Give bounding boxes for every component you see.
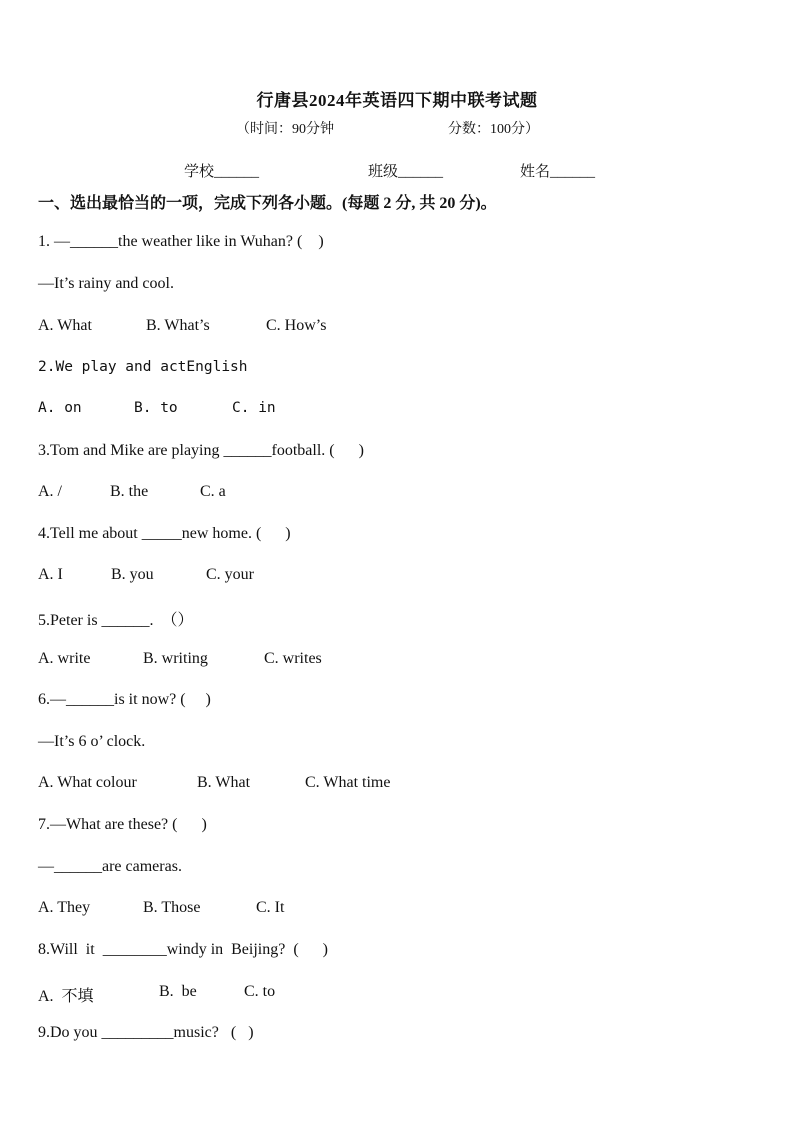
class-field: 班级______ [368, 164, 444, 180]
answer-option: B. What’s [146, 317, 210, 334]
question-text: 8.Will it ________windy in Beijing? ( ) [38, 941, 328, 958]
answer-option: C. How’s [266, 317, 327, 334]
answer-option: B. writing [143, 650, 208, 667]
answer-option: A. write [38, 650, 91, 667]
exam-title: 行唐县2024年英语四下期中联考试题 [256, 91, 538, 110]
answer-option: C. writes [264, 650, 322, 667]
school-field: 学校______ [184, 164, 260, 180]
answer-option: C. your [206, 566, 254, 583]
section-heading: 一、选出最恰当的一项，完成下列各小题。(每题 2 分, 共 20 分)。 [38, 195, 497, 212]
answer-option: C. a [200, 483, 226, 500]
answer-option: B. What [197, 774, 251, 791]
answer-option: A. I [38, 566, 63, 583]
name-field: 姓名______ [520, 164, 596, 180]
question-text: —It’s 6 o’ clock. [38, 733, 146, 750]
answer-option: B. be [159, 983, 197, 1000]
answer-option: C. It [256, 899, 285, 916]
answer-option: A. What [38, 317, 92, 334]
answer-option: A. What colour [38, 774, 137, 791]
answer-option: B. you [111, 566, 154, 583]
answer-option: C. to [244, 983, 276, 1000]
question-text: 9.Do you _________music? ( ) [38, 1024, 254, 1041]
question-text: 7.—What are these? ( ) [38, 816, 207, 833]
answer-option: C. in [232, 400, 276, 416]
question-text: 5.Peter is ______. （） [38, 612, 194, 629]
answer-option: A. They [38, 899, 91, 916]
question-text: —It’s rainy and cool. [38, 275, 174, 292]
answer-option: A. 不填 [38, 988, 94, 1005]
exam-time: （时间：90分钟 [236, 122, 334, 137]
answer-option: C. What time [305, 774, 391, 791]
question-text: 1. —______the weather like in Wuhan? ( ) [38, 233, 324, 250]
exam-score: 分数：100分） [448, 122, 539, 137]
question-text: 4.Tell me about _____new home. ( ) [38, 525, 291, 542]
answer-option: A. on [38, 400, 82, 416]
answer-option: A. / [38, 483, 62, 500]
answer-option: B. to [134, 400, 178, 416]
answer-option: B. the [110, 483, 149, 500]
question-text: —______are cameras. [38, 858, 182, 875]
question-text: 3.Tom and Mike are playing ______football. ( ) [38, 442, 364, 459]
question-text: 6.—______is it now? ( ) [38, 691, 211, 708]
question-text: 2.We play and actEnglish [38, 359, 248, 375]
answer-option: B. Those [143, 899, 201, 916]
